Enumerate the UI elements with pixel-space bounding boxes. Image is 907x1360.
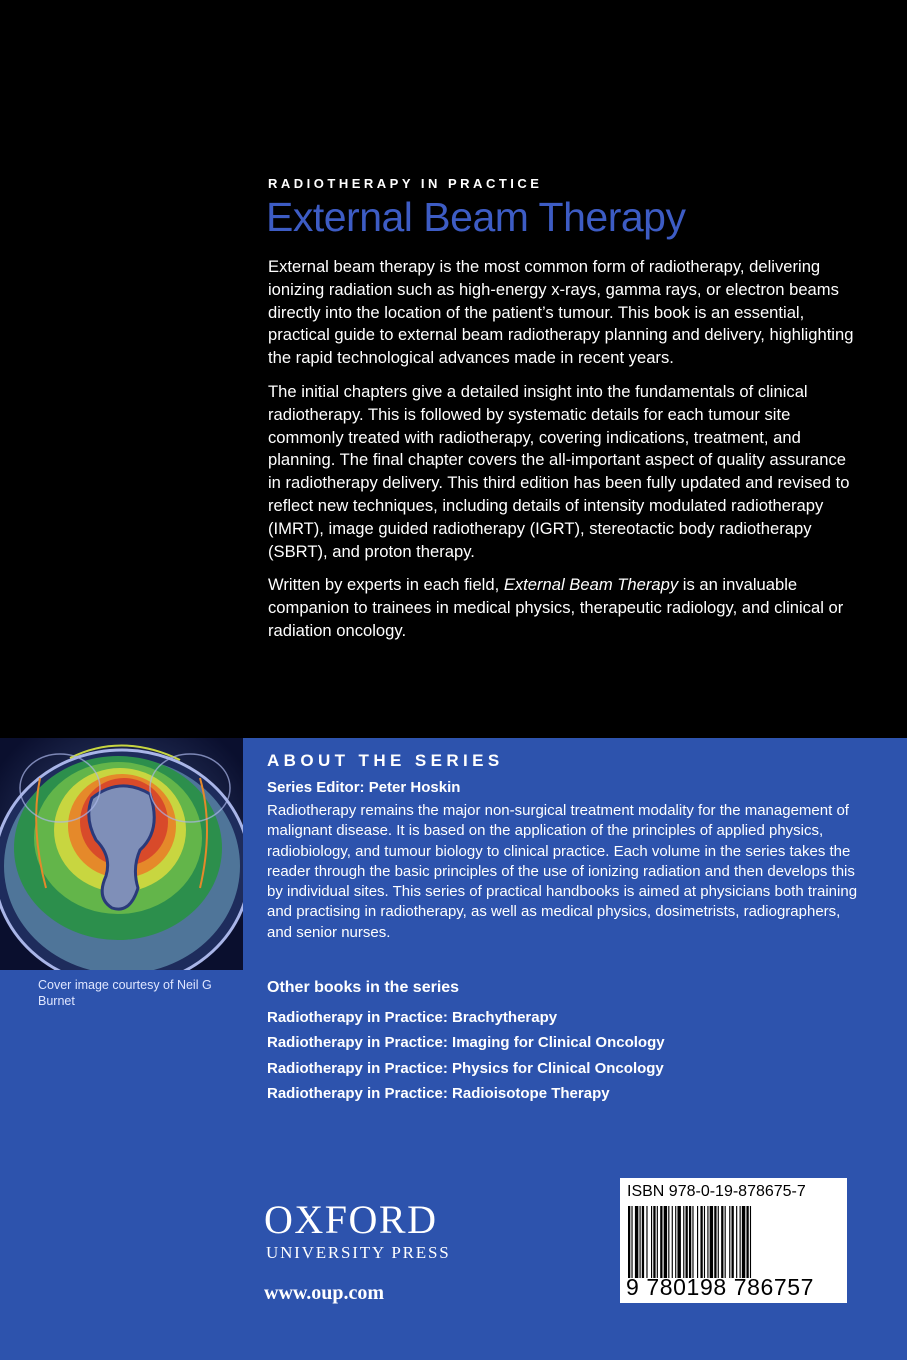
series-label: RADIOTHERAPY IN PRACTICE <box>268 176 543 191</box>
barcode-bar <box>742 1206 745 1278</box>
barcode-bar <box>697 1206 698 1278</box>
blurb-paragraph-3 <box>268 574 858 642</box>
barcode-bar <box>640 1206 641 1278</box>
barcode-bar <box>683 1206 684 1278</box>
barcode-bar <box>710 1206 713 1278</box>
book-title: External Beam Therapy <box>266 194 686 240</box>
series-editor: Series Editor: Peter Hoskin <box>267 779 461 796</box>
book-blurb <box>268 256 858 654</box>
barcode-bar <box>732 1206 734 1278</box>
blurb-paragraph-1: External beam therapy is the most common form of radiotherapy, delivering ionizing radiation such as high-energy x-rays, gamma rays, or electron beams directly into the location of the patient’s tumour. This book is an essential, practical guide to external beam radiotherapy planning and delivery, highlighting the rapid technological advances made in recent years. <box>268 257 854 368</box>
barcode-bar <box>750 1206 751 1278</box>
barcode-bar <box>740 1206 741 1278</box>
other-books-list <box>267 1005 665 1106</box>
barcode-bar <box>729 1206 730 1278</box>
isbn-label: ISBN 978-0-19-878675-7 <box>627 1183 806 1200</box>
list-item: Radiotherapy in Practice: Imaging for Clinical Oncology <box>267 1034 665 1052</box>
barcode-bar <box>718 1206 719 1278</box>
barcode-bar <box>672 1206 673 1278</box>
barcode-bar <box>660 1206 662 1278</box>
barcode-bar <box>631 1206 632 1278</box>
ct-dose-image <box>0 738 243 970</box>
barcode-bar <box>721 1206 723 1278</box>
barcode-bar <box>714 1206 716 1278</box>
other-books-heading: Other books in the series <box>267 979 460 996</box>
barcode-bar <box>628 1206 630 1278</box>
barcode-bars <box>628 1206 840 1278</box>
barcode-bar <box>642 1206 644 1278</box>
list-item: Radiotherapy in Practice: Radioisotope Therapy <box>267 1084 610 1102</box>
isbn-barcode <box>620 1178 847 1303</box>
blurb-title-italic: External Beam Therapy <box>503 575 679 595</box>
barcode-bar <box>692 1206 693 1278</box>
barcode-bar <box>746 1206 748 1278</box>
publisher-logo: OXFORD <box>264 1197 438 1242</box>
barcode-bar <box>646 1206 647 1278</box>
barcode-bar <box>675 1206 676 1278</box>
image-credit: Cover image courtesy of Neil G Burnet <box>38 978 212 1008</box>
barcode-bar <box>700 1206 702 1278</box>
barcode-bar <box>653 1206 655 1278</box>
barcode-bar <box>635 1206 638 1278</box>
barcode-bar <box>689 1206 691 1278</box>
barcode-bar <box>725 1206 726 1278</box>
about-series-heading: ABOUT THE SERIES <box>267 751 504 770</box>
publisher-subname: UNIVERSITY PRESS <box>266 1243 451 1262</box>
barcode-bar <box>707 1206 708 1278</box>
series-description: Radiotherapy remains the major non-surgical treatment modality for the management of malignant disease. It is based on the application of the principles of applied physics, radiobiology, and tumour biology to clinical practice. Each volume in the series takes the reader through the basic principles of the use of ionizing radiation and then develops this by individual sites. This series of practical handbooks is aimed at physicians both training and practising in radiotherapy, as well as medical physics, dosimetrists, radiographers, and senior nurses. <box>267 802 858 941</box>
list-item: Radiotherapy in Practice: Brachytherapy <box>267 1009 558 1026</box>
barcode-bar <box>657 1206 658 1278</box>
list-item: Radiotherapy in Practice: Physics for Clinical Oncology <box>267 1059 664 1077</box>
barcode-bar <box>651 1206 652 1278</box>
barcode-bar <box>677 1206 680 1278</box>
barcode-bar <box>686 1206 688 1278</box>
blurb-paragraph-3-start: Written by experts in each field, <box>268 575 504 595</box>
barcode-bar <box>668 1206 669 1278</box>
blurb-paragraph-2: The initial chapters give a detailed insight into the fundamentals of clinical radiotherapy. This is followed by systematic details for each tumour site commonly treated with radiotherapy, covering indications, treatment, and planning. The final chapter covers the all-important aspect of quality assurance in radiotherapy delivery. This third edition has been fully updated and revised to reflect new techniques, including details of intensity modulated radiotherapy (IMRT), image guided radiotherapy (IGRT), stereotactic body radiotherapy (SBRT), and proton therapy. <box>268 381 850 561</box>
barcode-bar <box>704 1206 705 1278</box>
ct-scan-graphic <box>0 738 243 970</box>
barcode-bar <box>736 1206 737 1278</box>
publisher-url: www.oup.com <box>264 1282 385 1304</box>
barcode-bar <box>664 1206 667 1278</box>
blurb-paragraph-3-end: is an invaluable companion to trainees in medical physics, therapeutic radiology, and clinical or radiation oncology. <box>268 575 844 640</box>
barcode-digits: 9 780198 786757 <box>626 1274 815 1300</box>
